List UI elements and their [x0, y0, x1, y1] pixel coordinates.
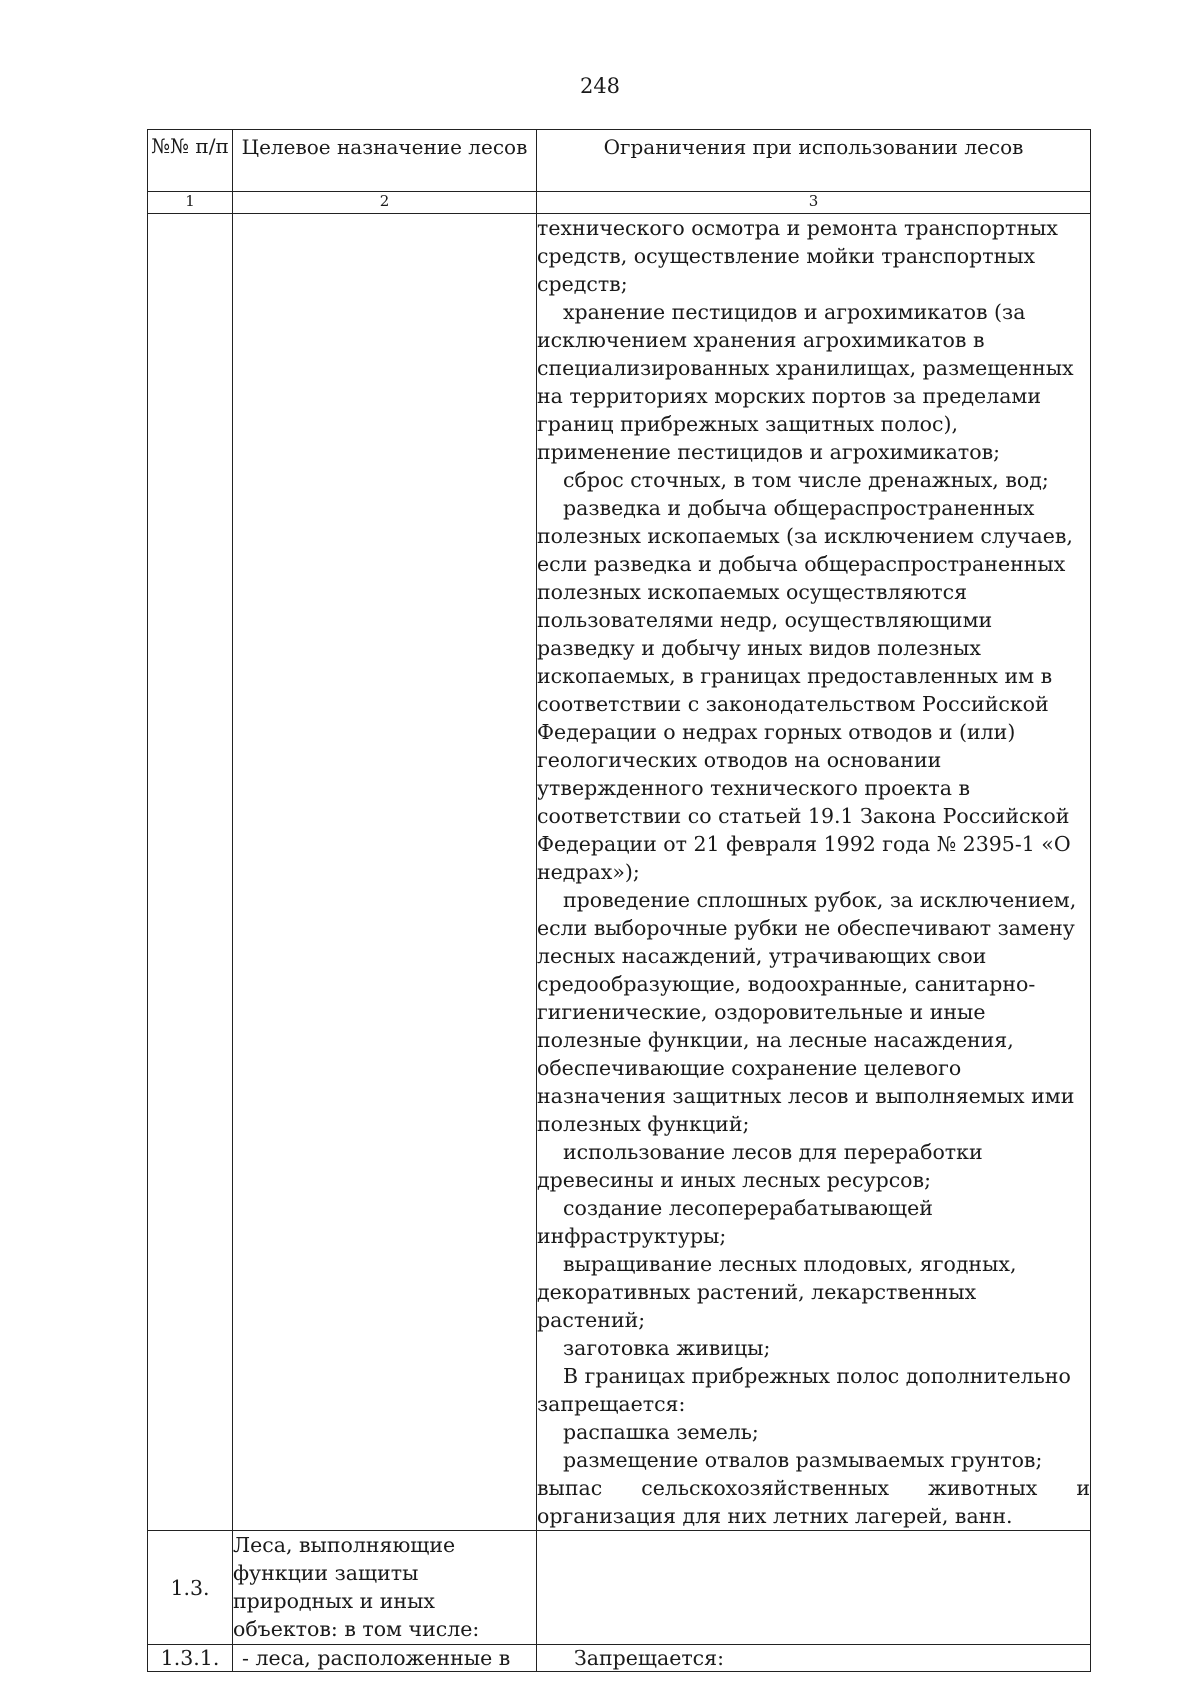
restriction-paragraph: использование лесов для переработки древесины и иных лесных ресурсов; [537, 1140, 983, 1192]
forest-restrictions-table [147, 129, 1091, 1672]
column-number: 3 [537, 192, 1091, 214]
restriction-paragraph: сброс сточных, в том числе дренажных, вод; [563, 468, 1049, 492]
page-number: 248 [579, 74, 621, 98]
column-number-row [148, 192, 1091, 214]
restriction-paragraph: размещение отвалов размываемых грунтов; [563, 1448, 1043, 1472]
cell-restrictions: Запрещается: [537, 1645, 1091, 1672]
cell-restrictions [537, 1531, 1091, 1645]
restriction-paragraph: выращивание лесных плодовых, ягодных, декоративных растений, лекарственных растений; [537, 1252, 1017, 1332]
restriction-paragraph: технического осмотра и ремонта транспортных средств, осуществление мойки транспортных средств; [537, 216, 1058, 296]
cell-purpose [233, 214, 537, 1531]
restriction-paragraph: разведка и добыча общераспространенных полезных ископаемых (за исключением случаев, если разведка и добыча общераспространенных полезных ископаемых осуществляются пользователями недр, осуществляющими разведку и добычу иных видов полезных ископаемых, в границах предоставленных им в соответствии с законодательством Российской Федерации о недрах горных отводов и (или) геологических отводов на основании утвержденного технического проекта в соответствии со статьей 19.1 Закона Российской Федерации от 21 февраля 1992 года № 2395-1 «О недрах»); [537, 496, 1073, 884]
cell-restrictions [537, 214, 1091, 1531]
cell-number: 1.3.1. [148, 1645, 233, 1672]
cell-number: 1.3. [148, 1531, 233, 1645]
cell-purpose: Леса, выполняющие функции защиты природных и иных объектов: в том числе: [233, 1531, 537, 1645]
table-row-continued [148, 214, 1091, 1531]
table-row-1-3 [148, 1531, 1091, 1645]
cell-number [148, 214, 233, 1531]
restriction-paragraph: выпас сельскохозяйственных животных и организация для них летних лагерей, ванн. [537, 1476, 1090, 1528]
restriction-paragraph: распашка земель; [563, 1420, 759, 1444]
restriction-paragraph: создание лесоперерабатывающей инфраструктуры; [537, 1196, 933, 1248]
restriction-paragraph: хранение пестицидов и агрохимикатов (за исключением хранения агрохимикатов в специализированных хранилищах, размещенных на территориях морских портов за пределами границ прибрежных защитных полос), применение пестицидов и агрохимикатов; [537, 300, 1074, 464]
column-number: 2 [233, 192, 537, 214]
restriction-paragraph: проведение сплошных рубок, за исключением, если выборочные рубки не обеспечивают замену лесных насаждений, утрачивающих свои средообразующие, водоохранные, санитарно-гигиенические, оздоровительные и иные полезные функции, на лесные насаждения, обеспечивающие сохранение целевого назначения защитных лесов и выполняемых ими полезных функций; [537, 888, 1077, 1136]
column-number: 1 [148, 192, 233, 214]
cell-purpose: - леса, расположенные в [233, 1645, 537, 1672]
header-purpose: Целевое назначение лесов [233, 130, 537, 192]
table-row-1-3-1 [148, 1645, 1091, 1672]
table-header-row [148, 130, 1091, 192]
header-number: №№ п/п [148, 130, 233, 192]
header-restrictions: Ограничения при использовании лесов [537, 130, 1091, 192]
restriction-paragraph: В границах прибрежных полос дополнительно запрещается: [537, 1364, 1071, 1416]
restriction-paragraph: заготовка живицы; [563, 1336, 771, 1360]
